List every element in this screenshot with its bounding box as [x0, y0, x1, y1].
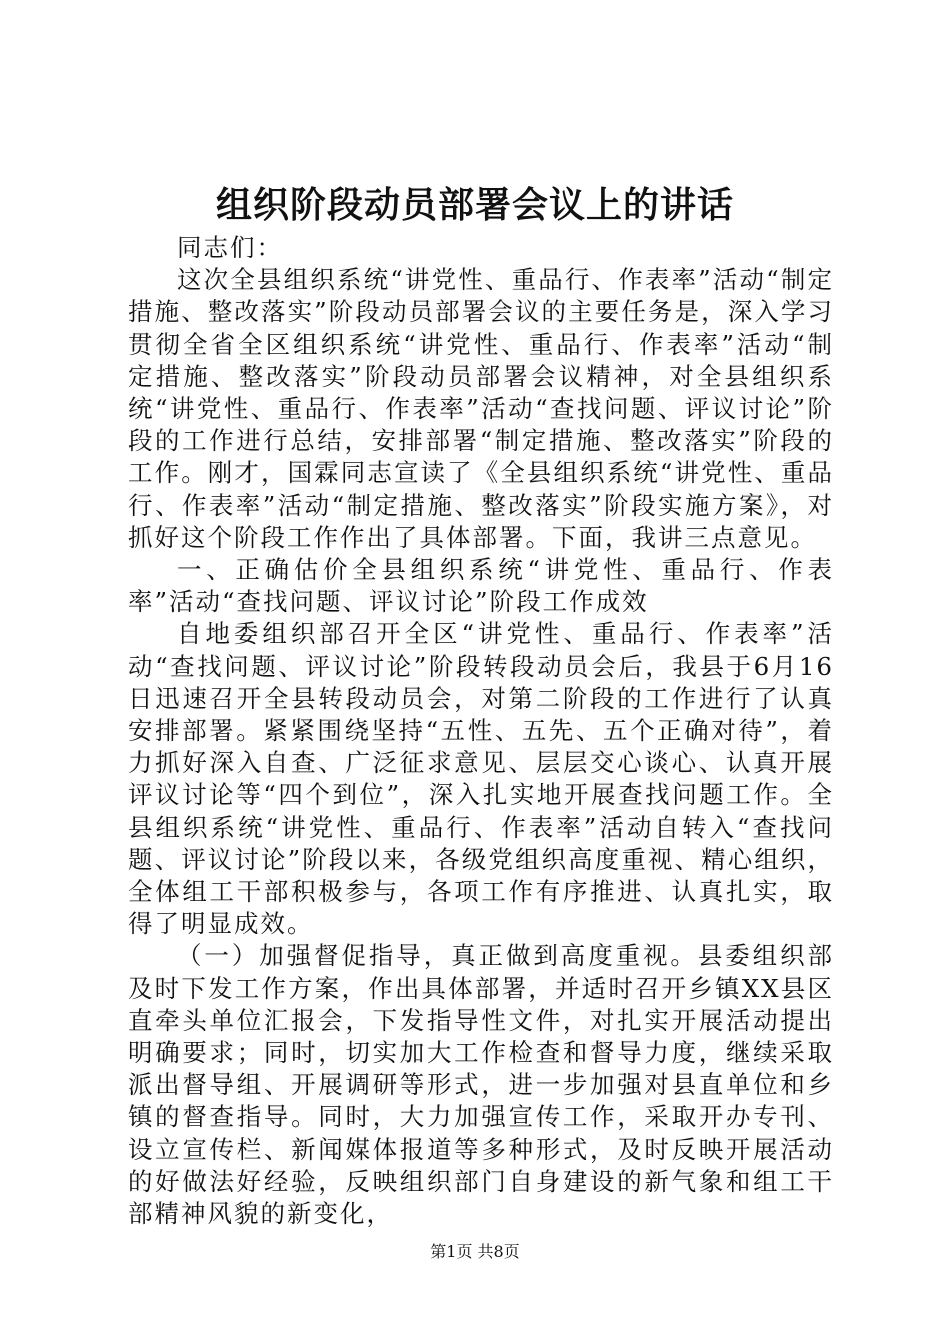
document-title: 组织阶段动员部署会议上的讲话 — [215, 184, 734, 226]
salutation-paragraph: 同志们： — [177, 233, 283, 262]
body-paragraph: 自地委组织部召开全区“讲党性、重品行、作表率”活动“查找问题、评议讨论”阶段转段动员会后，我县于6月16日迅速召开全县转段动员会，对第二阶段的工作进行了认真安排部署。紧紧围绕坚持“五性、五先、五个正确对待”，着力抓好深入自查、广泛征求意见、层层交心谈心、认真开展评议讨论等“四个到位”，深入扎实地开展查找问题工作。全县组织系统“讲党性、重品行、作表率”活动自转入“查找问题、评议讨论”阶段以来，各级党组织高度重视、精心组织，全体组工干部积极参与，各项工作有序推进、认真扎实，取得了明显成效。 — [128, 619, 834, 939]
section-heading-paragraph: 一、正确估价全县组织系统“讲党性、重品行、作表率”活动“查找问题、评议讨论”阶段工作成效 — [128, 555, 834, 617]
intro-paragraph: 这次全县组织系统“讲党性、重品行、作表率”活动“制定措施、整改落实”阶段动员部署会议的主要任务是，深入学习贯彻全省全区组织系统“讲党性、重品行、作表率”活动“制定措施、整改落实”阶段动员部署会议精神，对全县组织系统“讲党性、重品行、作表率”活动“查找问题、评议讨论”阶段的工作进行总结，安排部署“制定措施、整改落实”阶段的工作。刚才，国霖同志宣读了《全县组织系统“讲党性、重品行、作表率”活动“制定措施、整改落实”阶段实施方案》，对抓好这个阶段工作作出了具体部署。下面，我讲三点意见。 — [128, 265, 834, 552]
document-body — [128, 232, 834, 1230]
page-number-footer: 第1页 共8页 — [430, 1242, 520, 1261]
subsection-paragraph: （一）加强督促指导，真正做到高度重视。县委组织部及时下发工作方案，作出具体部署，并适时召开乡镇XX县区直牵头单位汇报会，下发指导性文件，对扎实开展活动提出明确要求；同时，切实加大工作检查和督导力度，继续采取派出督导组、开展调研等形式，进一步加强对县直单位和乡镇的督查指导。同时，大力加强宣传工作，采取开办专刊、设立宣传栏、新闻媒体报道等多种形式，及时反映开展活动的好做法好经验，反映组织部门自身建设的新气象和组工干部精神风貌的新变化， — [128, 941, 834, 1229]
